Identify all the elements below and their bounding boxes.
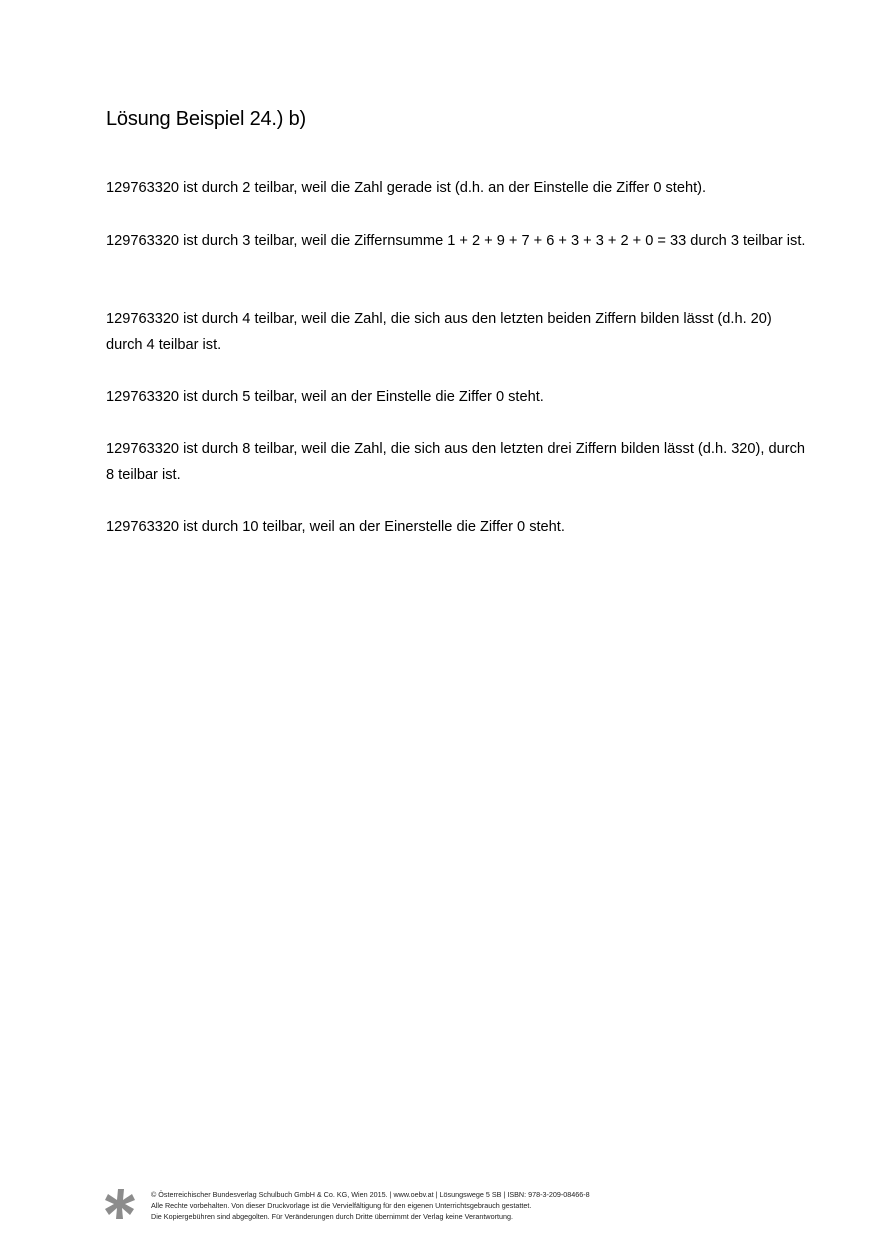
divisibility-by-8-paragraph: 129763320 ist durch 8 teilbar, weil die Zahl, die sich aus den letzten drei Ziffern bilden lässt (d.h. 320), durch 8 teilbar ist. bbox=[106, 441, 806, 483]
liability-line: Die Kopiergebühren sind abgegolten. Für Veränderungen durch Dritte übernimmt der Verlag keine Verantwortung. bbox=[151, 1212, 513, 1221]
divisibility-by-4-paragraph: 129763320 ist durch 4 teilbar, weil die Zahl, die sich aus den letzten beiden Ziffern bilden lässt (d.h. 20) durch 4 teilbar ist. bbox=[106, 311, 772, 353]
rights-line: Alle Rechte vorbehalten. Von dieser Druckvorlage ist die Vervielfältigung für den eigenen Unterrichtsgebrauch gestattet. bbox=[151, 1201, 532, 1210]
copyright-notice bbox=[151, 1189, 590, 1222]
divisibility-by-5-paragraph: 129763320 ist durch 5 teilbar, weil an der Einstelle die Ziffer 0 steht. bbox=[106, 389, 544, 405]
publisher-star-logo-icon bbox=[104, 1188, 136, 1220]
divisibility-by-3-paragraph: 129763320 ist durch 3 teilbar, weil die Ziffernsumme 1 + 2 + 9 + 7 + 6 + 3 + 3 + 2 + 0 = 33 durch 3 teilbar ist. bbox=[106, 233, 806, 249]
page-footer bbox=[104, 1187, 804, 1227]
divisibility-by-10-paragraph: 129763320 ist durch 10 teilbar, weil an der Einerstelle die Ziffer 0 steht. bbox=[106, 519, 565, 535]
page-title: Lösung Beispiel 24.) b) bbox=[106, 108, 306, 130]
divisibility-by-2-paragraph: 129763320 ist durch 2 teilbar, weil die Zahl gerade ist (d.h. an der Einstelle die Ziffer 0 steht). bbox=[106, 180, 707, 196]
copyright-line: © Österreichischer Bundesverlag Schulbuch GmbH & Co. KG, Wien 2015. | www.oebv.at | Lösungswege 5 SB | ISBN: 978-3-209-08466-8 bbox=[151, 1190, 590, 1199]
